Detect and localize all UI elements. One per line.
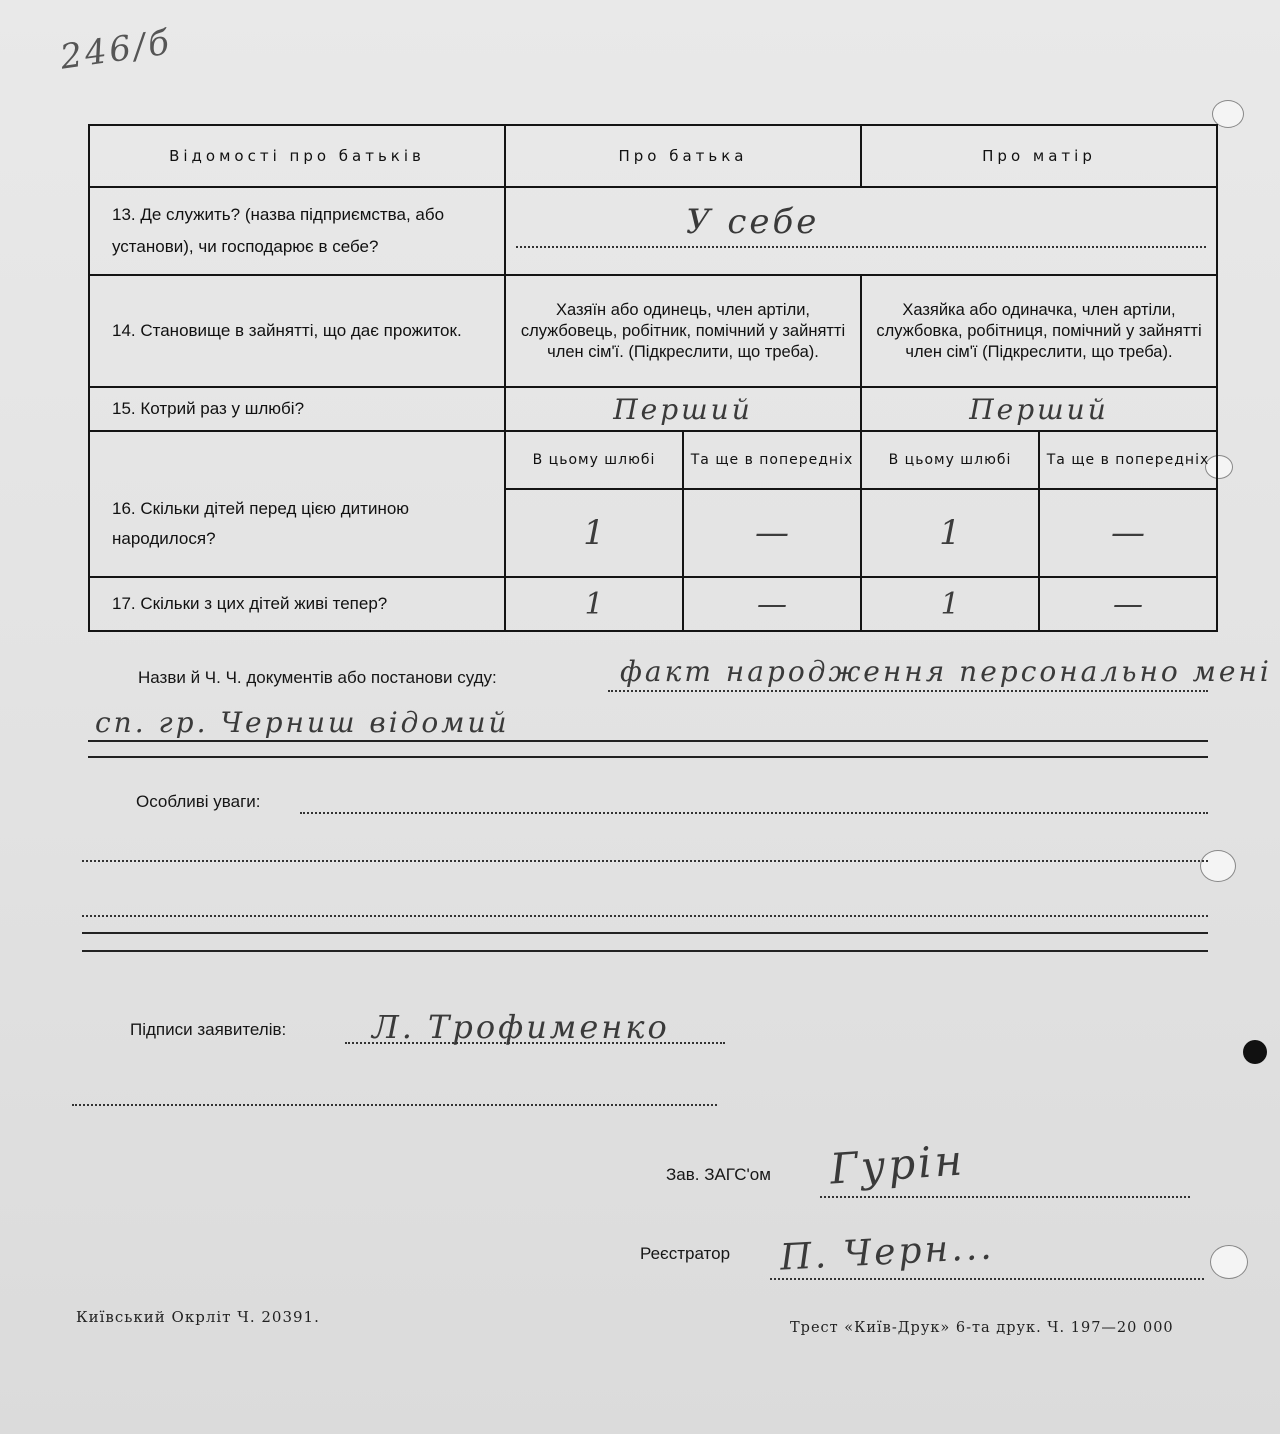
dotted-line [820, 1196, 1190, 1198]
subheader-mother-previous: Та ще в попередніх [1039, 431, 1217, 489]
header-father: Про батька [505, 125, 861, 187]
children-born-mother-previous: — [1039, 489, 1217, 577]
solid-line [82, 932, 1208, 934]
question-14: 14. Становище в зайнятті, що дає прожиток. [89, 275, 505, 387]
question-13: 13. Де служить? (назва підприємства, або установи), чи господарює в себе? [89, 187, 505, 275]
subheader-father-this: В цьому шлюбі [505, 431, 683, 489]
dotted-line [608, 690, 1208, 692]
head-label: Зав. ЗАГС'ом [666, 1165, 771, 1184]
documents-handwriting-2: сп. гр. Черниш відомий [95, 706, 510, 739]
applicants-label: Підписи заявителів: [130, 1020, 287, 1039]
solid-line [88, 756, 1208, 758]
notes-label: Особливі уваги: [136, 792, 261, 811]
registrar-label: Реєстратор [640, 1244, 731, 1263]
dotted-line [82, 860, 1208, 862]
answer-13 [505, 187, 1217, 275]
mother-occupation-options: Хазяйка або одиначка, член артіли, службовка, робітниця, помічний у зайнятті член сім'ї (Підкреслити, що треба). [861, 275, 1217, 387]
header-mother: Про матір [861, 125, 1217, 187]
footer-printer-right: Трест «Київ-Друк» 6-та друк. Ч. 197—20 000 [790, 1320, 1174, 1336]
children-alive-father-previous: — [683, 577, 861, 631]
dotted-line [516, 246, 1206, 248]
applicant-signature: Л. Трофименко [372, 1008, 670, 1046]
dotted-line [300, 812, 1208, 814]
punch-hole-icon [1243, 1040, 1267, 1064]
father-marriage-count: Перший [505, 387, 861, 431]
subheader-father-previous: Та ще в попередніх [683, 431, 861, 489]
head-signature: Гурін [828, 1135, 967, 1194]
subheader-mother-this: В цьому шлюбі [861, 431, 1039, 489]
parents-info-table [88, 124, 1218, 632]
header-info: Відомості про батьків [89, 125, 505, 187]
dotted-line [82, 915, 1208, 917]
children-born-father-this: 1 [505, 489, 683, 577]
paper-tear-icon [1200, 850, 1236, 882]
solid-line [82, 950, 1208, 952]
documents-label: Назви й Ч. Ч. документів або постанови суду: [138, 668, 497, 687]
children-alive-mother-this: 1 [861, 577, 1039, 631]
mother-marriage-count: Перший [861, 387, 1217, 431]
children-alive-father-this: 1 [505, 577, 683, 631]
father-occupation-options: Хазяїн або одинець, член артіли, службовець, робітник, помічний у зайнятті член сім'ї. (Підкреслити, що треба). [505, 275, 861, 387]
question-15: 15. Котрий раз у шлюбі? [89, 387, 505, 431]
registrar-signature: П. Черн... [779, 1226, 996, 1279]
dotted-line [770, 1278, 1204, 1280]
solid-line [88, 740, 1208, 742]
dotted-line [345, 1042, 725, 1044]
dotted-line [72, 1104, 717, 1106]
children-alive-mother-previous: — [1039, 577, 1217, 631]
question-17: 17. Скільки з цих дітей живі тепер? [89, 577, 505, 631]
children-born-father-previous: — [683, 489, 861, 577]
documents-handwriting-1: факт народження персонально мені [620, 655, 1272, 688]
footer-printer-left: Київський Окрліт Ч. 20391. [76, 1308, 320, 1326]
children-born-mother-this: 1 [861, 489, 1039, 577]
paper-tear-icon [1210, 1245, 1248, 1279]
employment-answer: У себе [686, 202, 820, 242]
question-16: 16. Скільки дітей перед цією дитиною народилося? [89, 431, 505, 577]
archive-number: 246/б [57, 22, 175, 78]
